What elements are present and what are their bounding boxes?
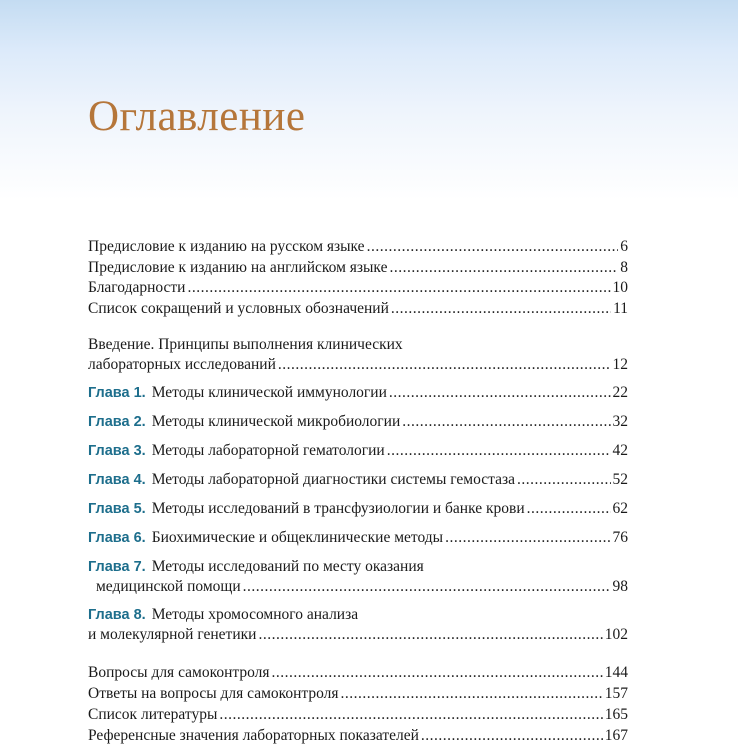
entry-title: Методы лабораторной диагностики системы гемостаза xyxy=(151,471,515,488)
page-number: 22 xyxy=(612,384,628,401)
toc-entry-chapter-8[interactable] xyxy=(88,606,628,644)
entry-title-line1: Методы исследований по месту оказания xyxy=(151,558,424,575)
page-number: 12 xyxy=(612,356,628,373)
entry-title-line1: Методы хромосомного анализа xyxy=(151,606,359,623)
page-number: 98 xyxy=(612,578,628,595)
toc-entry-chapter-6[interactable] xyxy=(88,529,628,547)
page-number: 8 xyxy=(620,259,628,276)
entry-title-line1: Введение. Принципы выполнения клинических xyxy=(88,336,403,353)
entry-title-line2: и молекулярной генетики xyxy=(88,626,257,643)
page-number: 52 xyxy=(612,471,628,488)
chapter-label: Глава 7. xyxy=(88,559,146,575)
toc-entry-acknowledgements[interactable] xyxy=(88,279,628,297)
toc-entry-chapter-5[interactable] xyxy=(88,500,628,518)
chapter-label: Глава 4. xyxy=(88,472,146,488)
toc-entry-chapter-2[interactable] xyxy=(88,413,628,431)
dot-leader xyxy=(243,578,611,596)
entry-title: Предисловие к изданию на русском языке xyxy=(88,238,365,255)
entry-title: Предисловие к изданию на английском языке xyxy=(88,259,388,276)
toc-entry-self-check-questions[interactable] xyxy=(88,664,628,682)
entry-title-line2: медицинской помощи xyxy=(96,578,241,595)
chapter-label: Глава 5. xyxy=(88,501,146,517)
chapter-label: Глава 1. xyxy=(88,385,146,401)
dot-leader xyxy=(421,727,603,745)
dot-leader xyxy=(258,626,602,644)
toc-entry-chapter-3[interactable] xyxy=(88,442,628,460)
chapter-label: Глава 2. xyxy=(88,414,146,430)
toc-entry-abbreviations[interactable] xyxy=(88,300,628,318)
toc-entry-chapter-4[interactable] xyxy=(88,471,628,489)
toc-entry-chapter-7[interactable] xyxy=(88,558,628,596)
entry-title: Благодарности xyxy=(88,279,186,296)
dot-leader xyxy=(445,529,610,547)
page-number: 157 xyxy=(604,685,628,702)
page-title: Оглавление xyxy=(88,93,306,140)
entry-title: Методы клинической иммунологии xyxy=(151,384,387,401)
dot-leader xyxy=(389,259,618,277)
dot-leader xyxy=(402,413,610,431)
toc-entry-chapter-1[interactable] xyxy=(88,384,628,402)
page-number: 165 xyxy=(604,706,628,723)
dot-leader xyxy=(391,300,611,318)
entry-title: Биохимические и общеклинические методы xyxy=(151,529,444,546)
toc-entry-preface-english[interactable] xyxy=(88,259,628,277)
dot-leader xyxy=(527,500,611,518)
dot-leader xyxy=(389,384,611,402)
entry-title-line2: лабораторных исследований xyxy=(88,356,276,373)
entry-title: Референсные значения лабораторных показателей xyxy=(88,727,419,744)
page-number: 11 xyxy=(613,300,628,317)
entry-title: Список литературы xyxy=(88,706,218,723)
entry-title: Методы клинической микробиологии xyxy=(151,413,401,430)
dot-leader xyxy=(341,685,603,703)
page-number: 42 xyxy=(612,442,628,459)
chapter-label: Глава 8. xyxy=(88,607,146,623)
toc-entry-answers[interactable] xyxy=(88,685,628,703)
entry-title: Список сокращений и условных обозначений xyxy=(88,300,389,317)
dot-leader xyxy=(271,664,602,682)
page-number: 32 xyxy=(612,413,628,430)
dot-leader xyxy=(278,356,611,374)
page-number: 10 xyxy=(612,279,628,296)
dot-leader xyxy=(387,442,611,460)
toc-entry-bibliography[interactable] xyxy=(88,706,628,724)
dot-leader xyxy=(517,471,611,489)
page-number: 62 xyxy=(612,500,628,517)
entry-title: Ответы на вопросы для самоконтроля xyxy=(88,685,339,702)
entry-title: Методы исследований в трансфузиологии и банке крови xyxy=(151,500,525,517)
page-number: 102 xyxy=(604,626,628,643)
dot-leader xyxy=(367,238,619,256)
toc-entry-reference-values[interactable] xyxy=(88,727,628,745)
page-number: 76 xyxy=(612,529,628,546)
page-number: 167 xyxy=(604,727,628,744)
toc-entry-preface-russian[interactable] xyxy=(88,238,628,256)
chapter-label: Глава 3. xyxy=(88,443,146,459)
chapter-label: Глава 6. xyxy=(88,530,146,546)
page-number: 144 xyxy=(604,664,628,681)
toc-entry-introduction[interactable] xyxy=(88,336,628,374)
dot-leader xyxy=(219,706,602,724)
entry-title: Методы лабораторной гематологии xyxy=(151,442,385,459)
page-number: 6 xyxy=(620,238,628,255)
entry-title: Вопросы для самоконтроля xyxy=(88,664,270,681)
dot-leader xyxy=(187,279,610,297)
